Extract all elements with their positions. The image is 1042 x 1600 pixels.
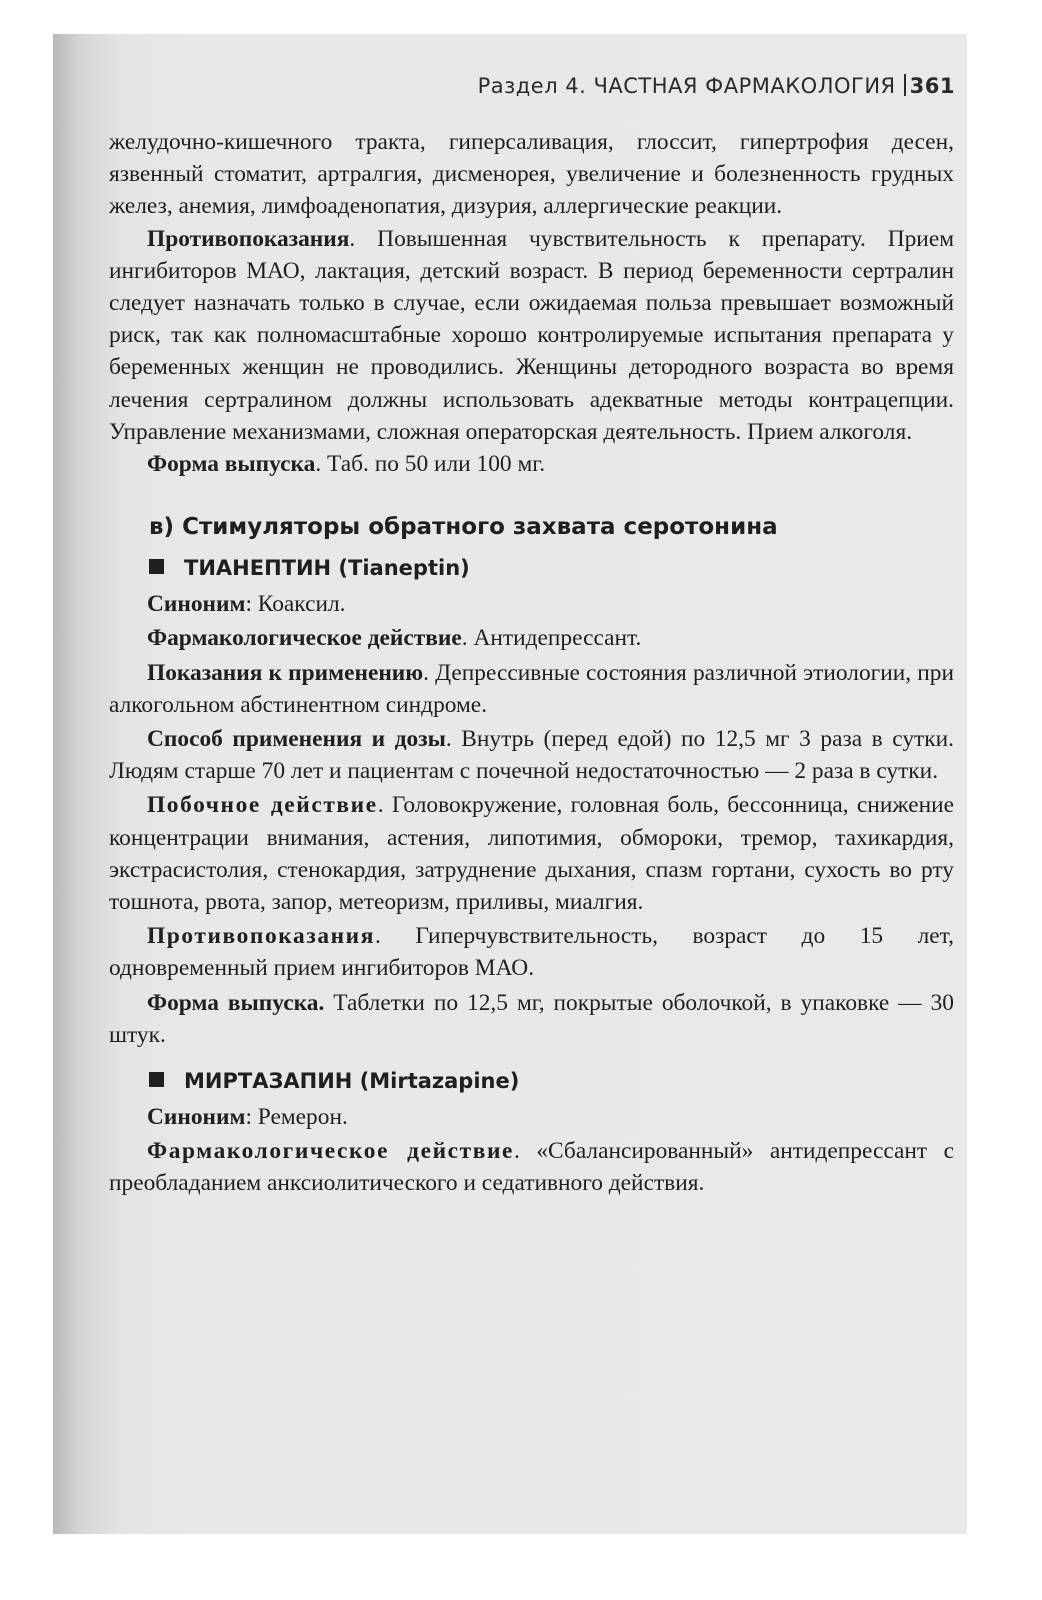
paragraph-action-2 — [109, 1135, 954, 1199]
side-effects-label: Побочное действие — [147, 792, 378, 819]
page-body — [109, 126, 954, 1200]
section-title: Раздел 4. ЧАСТНАЯ ФАРМАКОЛОГИЯ — [477, 74, 896, 98]
paragraph-synonym-2 — [109, 1101, 954, 1133]
header-divider — [904, 74, 906, 96]
action-text-2: . «Сбалансированный» антидепрессант с преобладанием анксиолитического и седативного действия. — [109, 1138, 954, 1197]
paragraph-dosage — [109, 723, 954, 787]
synonym-text: : Коаксил. — [245, 591, 346, 618]
paragraph-contraindications-2 — [109, 920, 954, 984]
contraindications-text: . Повышенная чувствительность к препарату. Прием ингибиторов МАО, лактация, детский возраст. В период беременности сертралин следует назначать только в случае, если ожидаемая польза превышает возможный риск, так как полномасштабные хорошо контролируемые испытания препарата у беременных женщин не проводились. Женщины детородного возраста во время лечения сертралином должны использовать адекватные методы контрацепции. Управление механизмами, сложная операторская деятельность. Прием алкоголя. — [109, 225, 954, 445]
paragraph-synonym — [109, 588, 954, 620]
action-label: Фармакологическое действие — [147, 625, 462, 652]
paragraph-form-2 — [109, 987, 954, 1051]
dosage-label: Способ применения и дозы — [147, 726, 446, 753]
paragraph-form — [109, 448, 954, 480]
paragraph-action — [109, 622, 954, 654]
square-bullet-icon — [149, 559, 164, 574]
form-label-2: Форма выпуска. — [147, 989, 325, 1016]
book-page — [53, 34, 967, 1534]
indications-text: . Депрессивные состояния различной этиологии, при алкогольном абстинентном синдроме. — [109, 659, 954, 718]
dosage-text: . Внутрь (перед едой) по 12,5 мг 3 раза в сутки. Людям старше 70 лет и пациентам с почечной недостаточностью — 2 раза в сутки. — [109, 726, 954, 785]
paragraph-side-effects — [109, 789, 954, 918]
contraindications-label: Противопоказания — [147, 225, 350, 252]
paragraph-continuation: желудочно-кишечного тракта, гиперсаливация, глоссит, гипертрофия десен, язвенный стоматит, артралгия, дисменорея, увеличение и болезненность грудных желез, анемия, лимфоаденопатия, дизурия, аллергические реакции. — [109, 129, 954, 220]
running-header — [478, 74, 955, 98]
square-bullet-icon — [149, 1072, 164, 1087]
synonym-text-2: : Ремерон. — [245, 1104, 348, 1131]
side-effects-text: . Головокружение, головная боль, бессонница, снижение концентрации внимания, астения, липотимия, обмороки, тремор, тахикардия, экстрасистолия, стенокардия, затруднение дыхания, спазм гортани, сухость во рту тошнота, рвота, запор, метеоризм, приливы, миалгия. — [109, 792, 954, 916]
action-label-2: Фармакологическое действие — [147, 1138, 515, 1165]
contraindications-text-2: . Гиперчувствительность, возраст до 15 лет, одновременный прием ингибиторов МАО. — [109, 923, 954, 982]
action-text: . Антидепрессант. — [461, 625, 642, 652]
paragraph-indications — [109, 657, 954, 721]
form-text-2: Таблетки по 12,5 мг, покрытые оболочкой, в упаковке — 30 штук. — [109, 989, 955, 1048]
synonym-label-2: Синоним — [147, 1104, 246, 1131]
drug-name: ТИАНЕПТИН (Tianeptin) — [184, 556, 470, 581]
drug-name-2: МИРТАЗАПИН (Mirtazapine) — [184, 1069, 520, 1094]
page-number: 361 — [909, 74, 955, 98]
subsection-heading: в) Стимуляторы обратного захвата серотонина — [149, 514, 778, 541]
indications-label: Показания к применению — [147, 659, 424, 686]
synonym-label: Синоним — [147, 591, 246, 618]
contraindications-label-2: Противопоказания — [147, 923, 376, 950]
paragraph-contraindications — [109, 223, 954, 448]
drug-heading-mirtazapine — [149, 1065, 954, 1097]
form-text: . Таб. по 50 или 100 мг. — [315, 451, 546, 478]
form-label: Форма выпуска — [147, 451, 316, 478]
drug-heading-tianeptin — [149, 552, 954, 584]
